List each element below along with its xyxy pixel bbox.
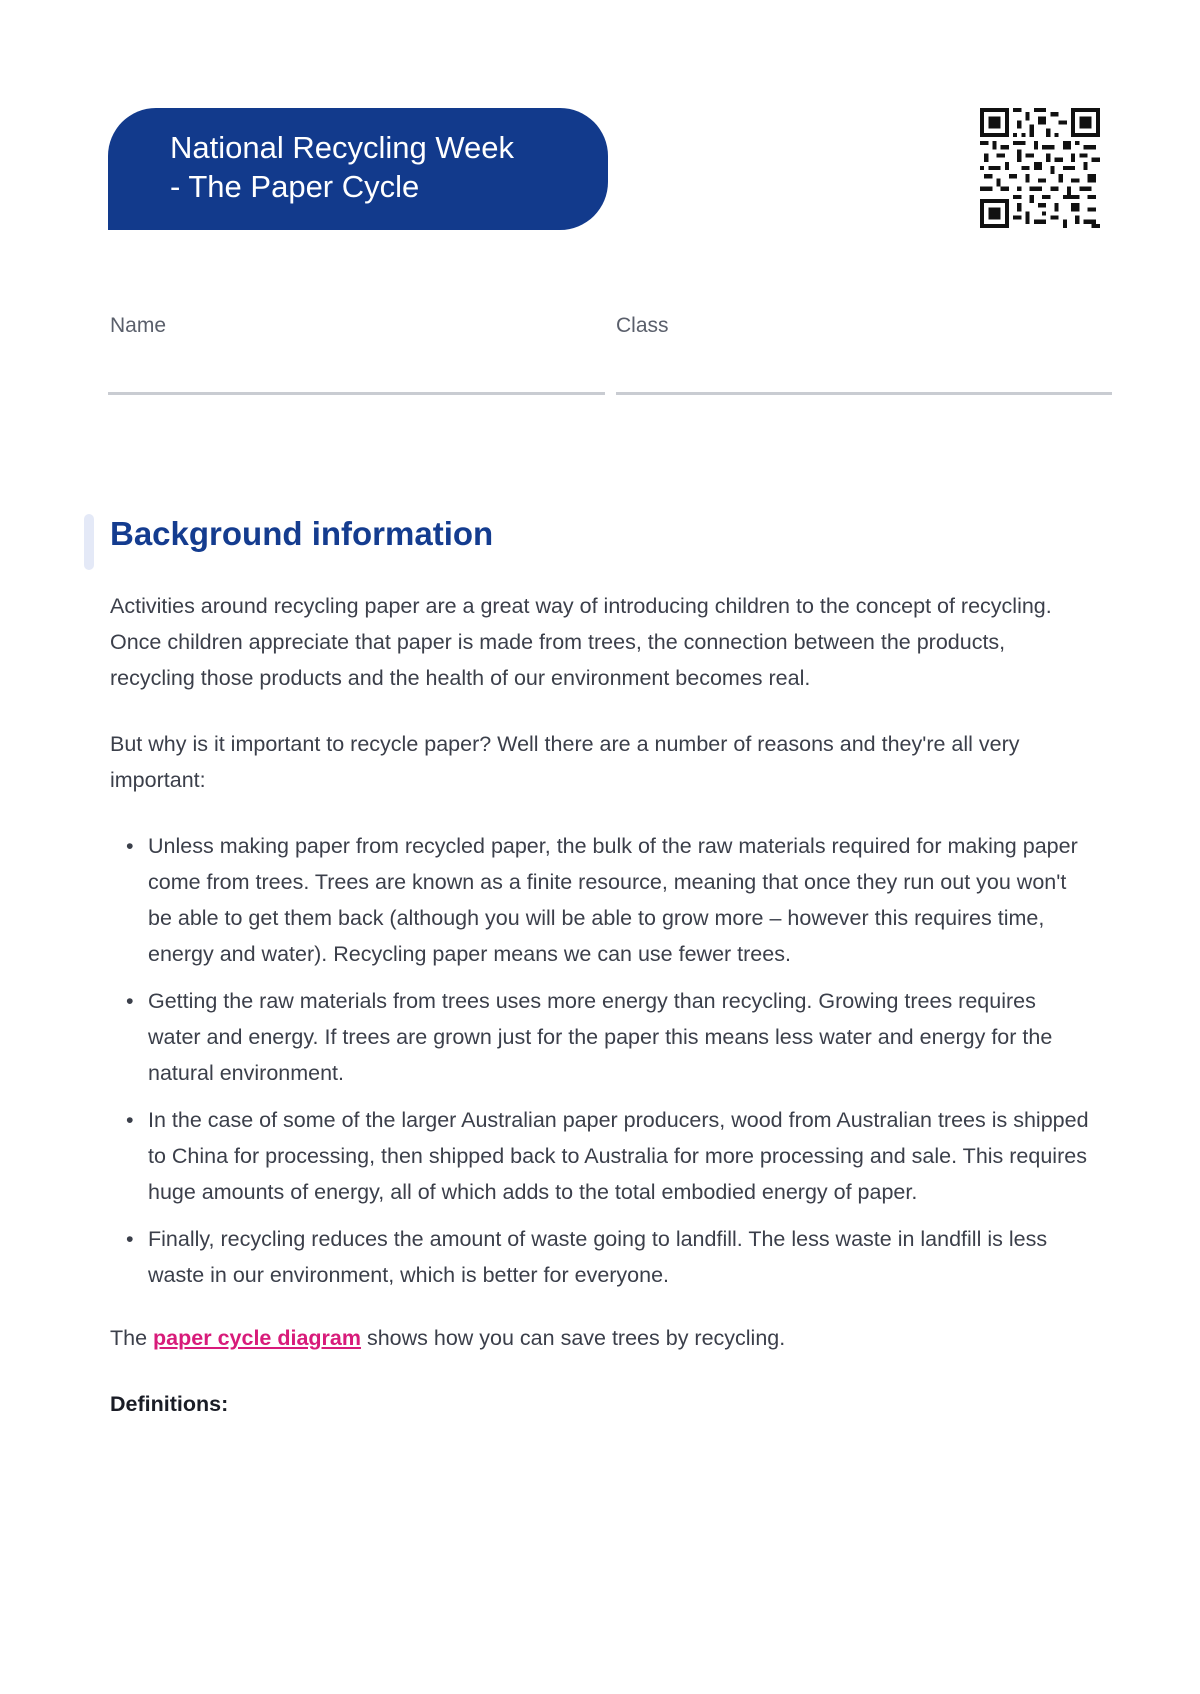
title-line-2: - The Paper Cycle bbox=[170, 169, 420, 204]
heading-accent-bar bbox=[84, 514, 94, 570]
title-banner bbox=[108, 108, 608, 230]
list-item: • In the case of some of the larger Australian paper producers, wood from Australian trees is shipped to China for processing, then shipped back to Australia for more processing and sale. This requires huge amounts of energy, all of which adds to the total embodied energy of paper. bbox=[110, 1102, 1090, 1210]
intro-paragraph: Activities around recycling paper are a great way of introducing children to the concept of recycling. Once children appreciate that paper is made from trees, the connection between the products, recycling those products and the health of our environment becomes real. bbox=[110, 594, 1052, 690]
name-field[interactable] bbox=[108, 392, 605, 395]
cycle-suffix: shows how you can save trees by recycling. bbox=[366, 1326, 786, 1350]
reasons-list bbox=[110, 828, 1090, 1293]
cycle-prefix: The bbox=[110, 1326, 148, 1350]
qr-code-icon bbox=[980, 108, 1100, 228]
class-label: Class bbox=[616, 314, 669, 337]
class-field[interactable] bbox=[616, 392, 1112, 395]
list-item: • Getting the raw materials from trees uses more energy than recycling. Growing trees requires water and energy. If trees are grown just for the paper this means less water and energy for the natural environment. bbox=[110, 983, 1090, 1091]
section-heading: Background information bbox=[110, 515, 494, 552]
reasons-paragraph: But why is it important to recycle paper? Well there are a number of reasons and they're all very important: bbox=[110, 732, 1020, 792]
title-line-1: National Recycling Week bbox=[170, 130, 515, 165]
definitions-label: Definitions: bbox=[110, 1392, 229, 1416]
section-content bbox=[110, 588, 1090, 1452]
list-item: • Unless making paper from recycled paper, the bulk of the raw materials required for making paper come from trees. Trees are known as a finite resource, meaning that once they run out you won't be able to get them back (although you will be able to grow more – however this requires time, energy and water). Recycling paper means we can use fewer trees. bbox=[110, 828, 1090, 972]
cycle-paragraph bbox=[110, 1320, 1090, 1356]
paper-cycle-diagram-link[interactable]: paper cycle diagram bbox=[153, 1326, 361, 1350]
name-label: Name bbox=[110, 314, 167, 337]
list-item: • Finally, recycling reduces the amount of waste going to landfill. The less waste in landfill is less waste in our environment, which is better for everyone. bbox=[110, 1221, 1090, 1293]
